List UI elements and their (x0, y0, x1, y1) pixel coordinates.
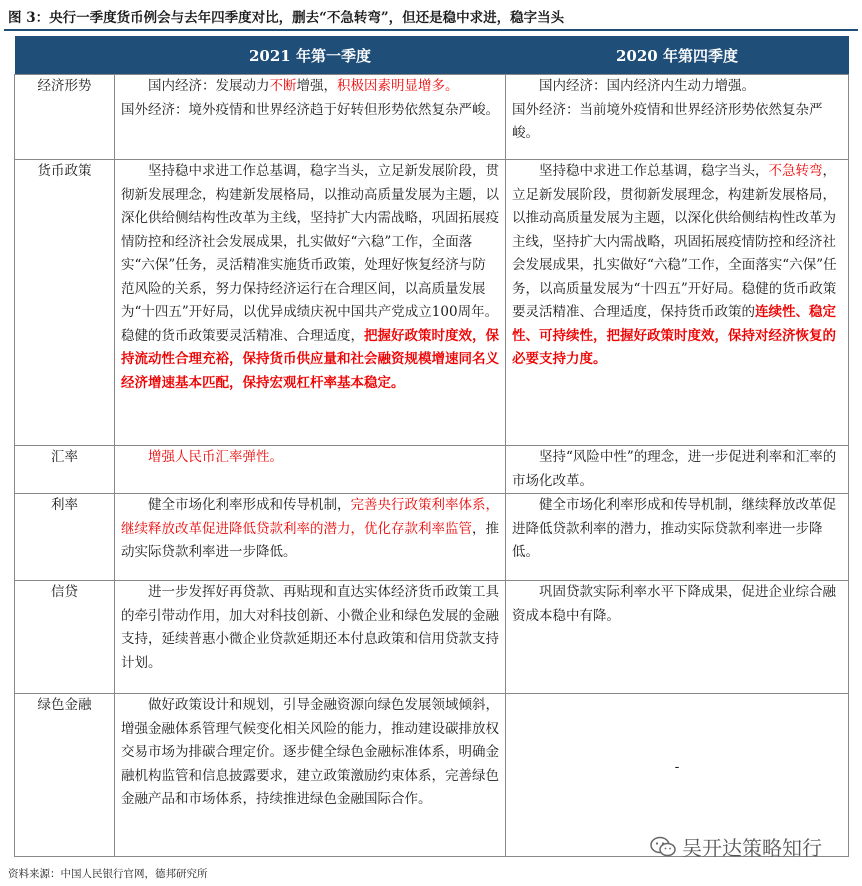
figure-title: 图 3：央行一季度货币例会与去年四季度对比，删去“不急转弯”，但还是稳中求进，稳字当头 (8, 10, 565, 26)
cell-green-2021q1 (115, 694, 506, 857)
title-rule (4, 29, 858, 31)
row-label-green: 绿色金融 (15, 694, 115, 857)
fx-q4-text: 坚持“风险中性”的理念，进一步促进利率和汇率的市场化改革。 (512, 449, 837, 489)
table-row (15, 160, 849, 446)
fx-q1-text: 增强人民币汇率弹性。 (148, 449, 283, 465)
economy-q1-domestic: 国内经济：发展动力不断增强，积极因素明显增多。 (148, 78, 459, 94)
economy-q4-domestic: 国内经济：国内经济内生动力增强。 (539, 78, 755, 94)
row-label-economy: 经济形势 (15, 75, 115, 160)
table-row (15, 494, 849, 581)
watermark-text: 吴开达策略知行 (682, 836, 822, 860)
cell-fx-2021q1 (115, 446, 506, 494)
monetary-q1-text: 坚持稳中求进工作总基调，稳字当头，立足新发展阶段，贯彻新发展理念，构建新发展格局，以推动高质量发展为主题，以深化供给侧结构性改革为主线，坚持扩大内需战略，巩固拓展疫情防控和经济社会发展成果，扎实做好“六稳”工作，全面落实“六保”任务，灵活精准实施货币政策，处理好恢复经济与防范风险的关系，努力保持经济运行在合理区间，以高质量发展为“十四五”开好局，以优异成绩庆祝中国共产党成立100周年。稳健的货币政策要灵活精准、合理适度，把握好政策时度效，保持流动性合理充裕，保持货币供应量和社会融资规模增速同名义经济增速基本匹配，保持宏观杠杆率基本稳定。 (121, 163, 499, 391)
green-q4-dash: - (674, 759, 680, 775)
header-2020-q4: 2020 年第四季度 (506, 36, 849, 75)
row-label-credit: 信贷 (15, 581, 115, 694)
cell-credit-2021q1 (115, 581, 506, 694)
table-row (15, 581, 849, 694)
cell-monetary-2020q4 (506, 160, 849, 446)
row-label-fx: 汇率 (15, 446, 115, 494)
cell-credit-2020q4 (506, 581, 849, 694)
rate-q4-text: 健全市场化利率形成和传导机制，继续释放改革促进降低贷款利率的潜力，推动实际贷款利率进一步降低。 (512, 497, 836, 560)
source-note: 资料来源：中国人民银行官网，德邦研究所 (8, 868, 208, 880)
cell-monetary-2021q1 (115, 160, 506, 446)
header-2021-q1: 2021 年第一季度 (115, 36, 506, 75)
row-label-monetary: 货币政策 (15, 160, 115, 446)
watermark (650, 832, 822, 861)
green-q1-text: 做好政策设计和规划，引导金融资源向绿色发展领域倾斜，增强金融体系管理气候变化相关风险的能力，推动建设碳排放权交易市场为排碳合理定价。逐步健全绿色金融标准体系，明确金融机构监管和信息披露要求，建立政策激励约束体系，完善绿色金融产品和市场体系，持续推进绿色金融国际合作。 (121, 697, 499, 807)
credit-q4-text: 巩固贷款实际利率水平下降成果，促进企业综合融资成本稳中有降。 (512, 584, 836, 624)
comparison-table-frame (14, 36, 848, 856)
row-label-rate: 利率 (15, 494, 115, 581)
wechat-icon (650, 836, 676, 858)
cell-fx-2020q4 (506, 446, 849, 494)
credit-q1-text: 进一步发挥好再贷款、再贴现和直达实体经济货币政策工具的牵引带动作用，加大对科技创新、小微企业和绿色发展的金融支持，延续普惠小微企业贷款延期还本付息政策和信用贷款支持计划。 (121, 584, 499, 671)
monetary-q4-text: 坚持稳中求进工作总基调，稳字当头，不急转弯，立足新发展阶段，贯彻新发展理念，构建新发展格局，以推动高质量发展为主题，以深化供给侧结构性改革为主线，坚持扩大内需战略，巩固拓展疫情防控和经济社会发展成果，扎实做好“六稳”工作，全面落实“六保”任务，以高质量发展为“十四五”开好局。稳健的货币政策要灵活精准、合理适度，保持货币政策的连续性、稳定性、可持续性，把握好政策时度效，保持对经济恢复的必要支持力度。 (512, 163, 837, 367)
table-row (15, 75, 849, 160)
cell-rate-2021q1 (115, 494, 506, 581)
header-empty (15, 36, 115, 75)
cell-economy-2020q4 (506, 75, 849, 160)
cell-economy-2021q1 (115, 75, 506, 160)
table-header-row (15, 36, 849, 75)
economy-q4-foreign: 国外经济：当前境外疫情和世界经济形势依然复杂严峻。 (512, 101, 823, 141)
economy-q1-foreign: 国外经济：境外疫情和世界经济趋于好转但形势依然复杂严峻。 (121, 101, 499, 118)
rate-q1-text: 健全市场化利率形成和传导机制，完善央行政策利率体系，继续释放改革促进降低贷款利率的潜力，优化存款利率监管，推动实际贷款利率进一步降低。 (121, 497, 499, 560)
cell-rate-2020q4 (506, 494, 849, 581)
comparison-table (14, 36, 849, 857)
table-row (15, 446, 849, 494)
